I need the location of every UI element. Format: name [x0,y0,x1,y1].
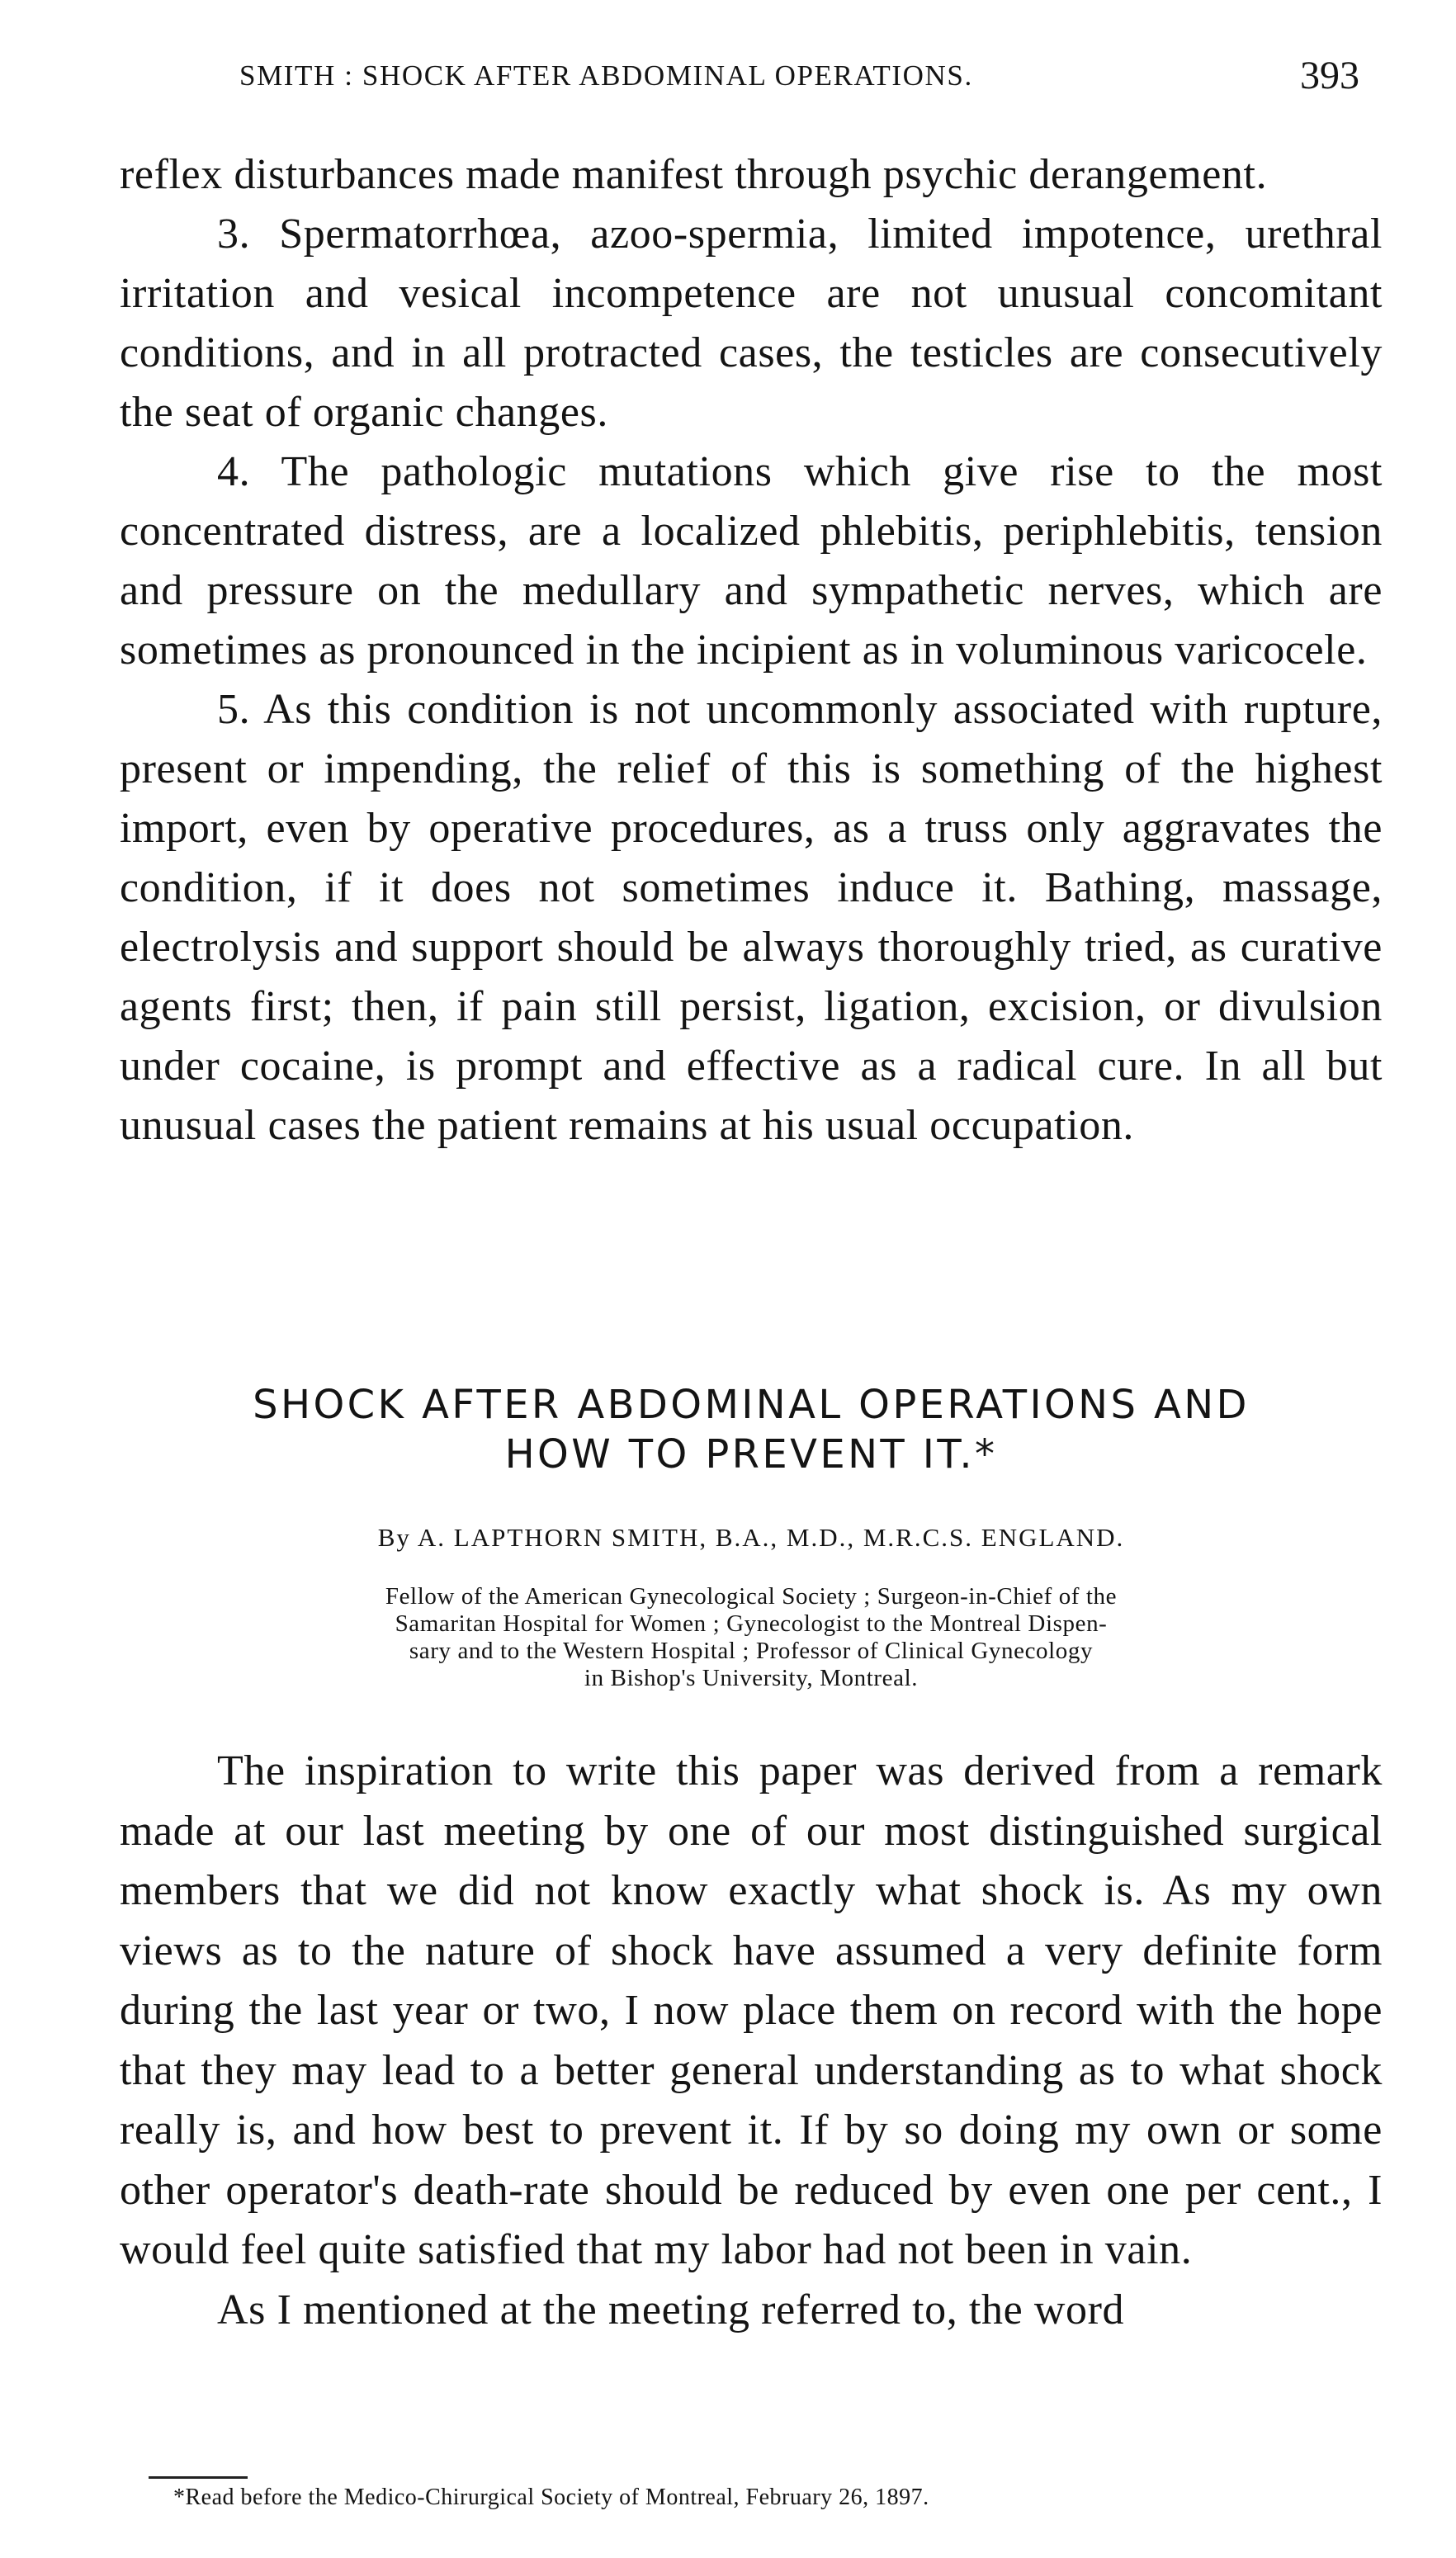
credentials-line: in Bishop's University, Montreal. [584,1665,919,1691]
paragraph-continuation: reflex disturbances made manifest through psychic derangement. [120,151,1268,198]
article-title-line-1: SHOCK AFTER ABDOMINAL OPERATIONS AND [253,1382,1250,1428]
credentials-line: Fellow of the American Gynecological Society ; Surgeon-in-Chief of the [385,1583,1118,1610]
running-head [239,54,1395,97]
footnote: *Read before the Medico-Chirurgical Society of Montreal, February 26, 1897. [173,2485,929,2510]
credentials-line: sary and to the Western Hospital ; Professor of Clinical Gynecology [409,1638,1094,1664]
paragraph-item-5: 5. As this condition is not uncommonly associated with rupture, present or impending, the relief of this is something of the highest import, even by operative procedures, as a truss only aggravates the condition, if it does not sometimes induce it. Bathing, massage, electrolysis and support should be always thoroughly tried, as curative agents first; then, if pain still persist, ligation, excision, or divulsion under cocaine, is prompt and effective as a radical cure. In all but unusual cases the patient remains at his usual occupation. [120,686,1383,1149]
author-byline: By A. LAPTHORN SMITH, B.A., M.D., M.R.C.S. ENGLAND. [377,1523,1125,1552]
article-body [120,1742,1383,2340]
upper-text-block [120,145,1383,1156]
page-number: 393 [1300,54,1359,97]
paragraph-item-4: 4. The pathologic mutations which give rise to the most concentrated distress, are a localized phlebitis, periphlebitis, tension and pressure on the medullary and sympathetic nerves, which are sometimes as pronounced in the incipient as in voluminous varicocele. [120,448,1383,674]
paragraph-item-3: 3. Spermatorrhœa, azoo-spermia, limited impotence, urethral irritation and vesical incompetence are not unusual concomitant conditions, and in all protracted cases, the testicles are consecutively the seat of organic changes. [120,210,1383,436]
footnote-rule [149,2476,248,2479]
article-paragraph-2: As I mentioned at the meeting referred to, the word [217,2286,1125,2333]
article-title-line-2: HOW TO PREVENT IT.* [504,1431,998,1478]
article-title [116,1380,1387,1479]
author-credentials [190,1583,1312,1692]
credentials-line: Samaritan Hospital for Women ; Gynecologist to the Montreal Dispen- [395,1610,1108,1637]
article-paragraph-1: The inspiration to write this paper was derived from a remark made at our last meeting by one of our most distinguished surgical members that we did not know exactly what shock is. As my own views as to the nature of shock have assumed a very definite form during the last year or two, I now place them on record with the hope that they may lead to a better general understanding as to what shock really is, and how best to prevent it. If by so doing my own or some other operator's death-rate should be reduced by even one per cent., I would feel quite satisfied that my labor had not been in vain. [120,1747,1383,2273]
running-head-title: SMITH : SHOCK AFTER ABDOMINAL OPERATIONS. [239,59,973,92]
